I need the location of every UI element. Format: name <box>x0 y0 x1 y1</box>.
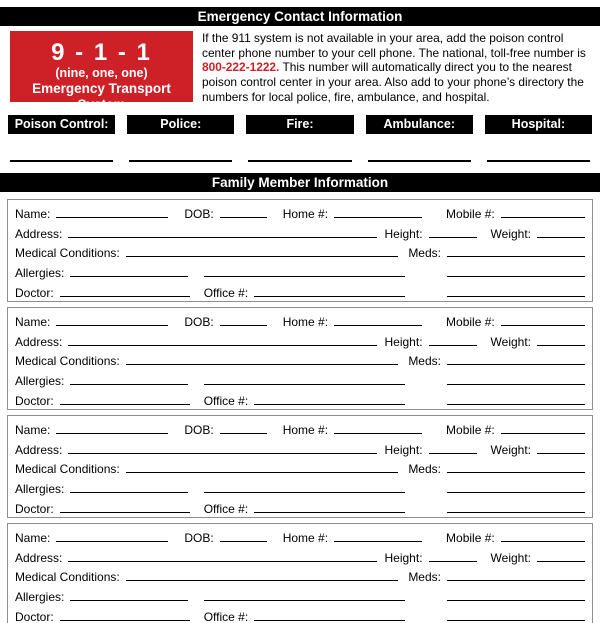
allergies-line-2[interactable] <box>204 384 405 385</box>
911-words: (nine, one, one) <box>55 66 148 80</box>
address-label: Address: <box>15 334 63 349</box>
family-members <box>7 199 593 623</box>
instructions-before: If the 911 system is not available in your area, add the poison control center phone number to your cell phone. The national, toll-free number is <box>202 31 586 60</box>
contact-labels-row <box>8 115 592 134</box>
doctor-label: Doctor: <box>15 609 54 623</box>
member-row-5 <box>15 497 585 516</box>
member-row-1 <box>15 526 585 545</box>
meds-label: Meds: <box>408 246 441 261</box>
meds-line[interactable] <box>447 256 585 257</box>
name-label: Name: <box>15 315 51 330</box>
police-line[interactable] <box>129 160 232 162</box>
member-row-1 <box>15 202 585 221</box>
contact-label-police: Police: <box>127 115 234 134</box>
dob-label: DOB: <box>184 531 214 546</box>
contact-lines-row <box>8 134 592 162</box>
office-number-label: Office #: <box>203 285 249 300</box>
poison-control-line[interactable] <box>10 160 113 162</box>
office-number-line[interactable] <box>254 296 405 297</box>
medical-conditions-label: Medical Conditions: <box>15 462 120 477</box>
fire-line[interactable] <box>248 160 351 162</box>
contact-label-ambulance: Ambulance: <box>366 115 473 134</box>
911-system-label: Emergency Transport System <box>32 81 171 112</box>
name-label: Name: <box>15 207 51 222</box>
weight-line[interactable] <box>537 237 585 238</box>
allergies-line[interactable] <box>70 384 188 385</box>
name-line[interactable] <box>56 433 168 434</box>
medical-conditions-line[interactable] <box>126 256 399 257</box>
height-line[interactable] <box>429 345 477 346</box>
emergency-section-header: Emergency Contact Information <box>0 7 600 26</box>
height-label: Height: <box>384 334 423 349</box>
medical-conditions-label: Medical Conditions: <box>15 246 120 261</box>
name-line[interactable] <box>56 325 168 326</box>
home-number-line[interactable] <box>334 217 422 218</box>
office-number-label: Office #: <box>203 609 249 623</box>
dob-label: DOB: <box>184 207 214 222</box>
doctor-label: Doctor: <box>15 285 54 300</box>
meds-line-2[interactable] <box>447 492 585 493</box>
contact-label-fire: Fire: <box>246 115 353 134</box>
meds-label: Meds: <box>408 354 441 369</box>
member-row-5 <box>15 389 585 408</box>
member-row-2 <box>15 438 585 457</box>
home-number-line[interactable] <box>334 541 422 542</box>
office-number-label: Office #: <box>203 393 249 408</box>
family-section-header: Family Member Information <box>0 173 600 192</box>
address-label: Address: <box>15 226 63 241</box>
dob-label: DOB: <box>184 315 214 330</box>
dob-line[interactable] <box>220 217 267 218</box>
name-label: Name: <box>15 531 51 546</box>
dob-label: DOB: <box>184 423 214 438</box>
height-line[interactable] <box>429 453 477 454</box>
name-label: Name: <box>15 423 51 438</box>
member-row-4 <box>15 585 585 604</box>
mobile-number-label: Mobile #: <box>446 531 495 546</box>
medical-conditions-label: Medical Conditions: <box>15 570 120 585</box>
medical-conditions-line[interactable] <box>126 580 399 581</box>
weight-line[interactable] <box>537 345 585 346</box>
dob-line[interactable] <box>220 325 267 326</box>
meds-line-3[interactable] <box>447 512 585 513</box>
member-row-5 <box>15 281 585 300</box>
weight-label: Weight: <box>490 550 531 565</box>
office-number-line[interactable] <box>254 620 405 621</box>
doctor-label: Doctor: <box>15 501 54 516</box>
home-number-label: Home #: <box>282 423 329 438</box>
hospital-line[interactable] <box>487 160 590 162</box>
member-row-4 <box>15 369 585 388</box>
member-row-3 <box>15 241 585 260</box>
member-row-2 <box>15 222 585 241</box>
name-line[interactable] <box>56 217 168 218</box>
member-row-4 <box>15 261 585 280</box>
home-number-label: Home #: <box>282 207 329 222</box>
intro-row <box>10 31 590 112</box>
office-number-label: Office #: <box>203 501 249 516</box>
weight-label: Weight: <box>490 442 531 457</box>
allergies-label: Allergies: <box>15 590 65 605</box>
meds-label: Meds: <box>408 462 441 477</box>
mobile-number-line[interactable] <box>501 325 585 326</box>
allergies-label: Allergies: <box>15 482 65 497</box>
member-row-2 <box>15 330 585 349</box>
allergies-label: Allergies: <box>15 266 65 281</box>
address-line[interactable] <box>68 237 376 238</box>
dob-line[interactable] <box>220 541 267 542</box>
allergies-line[interactable] <box>70 492 188 493</box>
home-number-label: Home #: <box>282 315 329 330</box>
family-member-block <box>7 199 593 302</box>
home-number-line[interactable] <box>334 325 422 326</box>
member-row-5 <box>15 605 585 623</box>
family-member-block <box>7 307 593 410</box>
weight-line[interactable] <box>537 561 585 562</box>
doctor-label: Doctor: <box>15 393 54 408</box>
member-row-1 <box>15 418 585 437</box>
weight-label: Weight: <box>490 226 531 241</box>
weight-line[interactable] <box>537 453 585 454</box>
allergies-line[interactable] <box>70 600 188 601</box>
height-label: Height: <box>384 226 423 241</box>
medical-conditions-label: Medical Conditions: <box>15 354 120 369</box>
weight-label: Weight: <box>490 334 531 349</box>
911-callout <box>10 31 193 112</box>
instructions-text <box>202 31 590 105</box>
allergies-label: Allergies: <box>15 374 65 389</box>
mobile-number-label: Mobile #: <box>446 315 495 330</box>
address-line[interactable] <box>68 453 376 454</box>
family-member-block <box>7 415 593 518</box>
allergies-line-2[interactable] <box>204 492 405 493</box>
poison-control-phone-number: 800-222-1222. <box>202 60 280 75</box>
doctor-line[interactable] <box>60 512 190 513</box>
meds-line[interactable] <box>447 364 585 365</box>
address-label: Address: <box>15 442 63 457</box>
meds-label: Meds: <box>408 570 441 585</box>
911-number: 9 - 1 - 1 <box>51 39 152 66</box>
allergies-line[interactable] <box>70 276 188 277</box>
member-row-3 <box>15 349 585 368</box>
contact-label-poison-control: Poison Control: <box>8 115 115 134</box>
doctor-line[interactable] <box>60 620 190 621</box>
member-row-2 <box>15 546 585 565</box>
medical-conditions-line[interactable] <box>126 472 399 473</box>
meds-line[interactable] <box>447 580 585 581</box>
home-number-label: Home #: <box>282 531 329 546</box>
mobile-number-line[interactable] <box>501 541 585 542</box>
contact-label-hospital: Hospital: <box>485 115 592 134</box>
member-row-3 <box>15 457 585 476</box>
family-member-block <box>7 523 593 623</box>
address-line[interactable] <box>68 561 376 562</box>
member-row-4 <box>15 477 585 496</box>
office-number-line[interactable] <box>254 512 405 513</box>
mobile-number-label: Mobile #: <box>446 423 495 438</box>
allergies-line-2[interactable] <box>204 276 405 277</box>
meds-line-2[interactable] <box>447 384 585 385</box>
name-line[interactable] <box>56 541 168 542</box>
meds-line-3[interactable] <box>447 620 585 621</box>
office-number-line[interactable] <box>254 404 405 405</box>
ambulance-line[interactable] <box>368 160 471 162</box>
address-label: Address: <box>15 550 63 565</box>
mobile-number-label: Mobile #: <box>446 207 495 222</box>
medical-conditions-line[interactable] <box>126 364 399 365</box>
meds-line-2[interactable] <box>447 600 585 601</box>
mobile-number-line[interactable] <box>501 217 585 218</box>
height-label: Height: <box>384 442 423 457</box>
home-number-line[interactable] <box>334 433 422 434</box>
height-line[interactable] <box>429 561 477 562</box>
address-line[interactable] <box>68 345 376 346</box>
height-label: Height: <box>384 550 423 565</box>
mobile-number-line[interactable] <box>501 433 585 434</box>
member-row-1 <box>15 310 585 329</box>
doctor-line[interactable] <box>60 404 190 405</box>
height-line[interactable] <box>429 237 477 238</box>
member-row-3 <box>15 565 585 584</box>
meds-line[interactable] <box>447 472 585 473</box>
meds-line-2[interactable] <box>447 276 585 277</box>
doctor-line[interactable] <box>60 296 190 297</box>
meds-line-3[interactable] <box>447 296 585 297</box>
meds-line-3[interactable] <box>447 404 585 405</box>
instructions-after: This number will automatically direct you to the nearest poison control center in your area. Also add to your phone’s directory the numbers for local police, fire, ambulance, and hospital. <box>202 60 584 104</box>
dob-line[interactable] <box>220 433 267 434</box>
allergies-line-2[interactable] <box>204 600 405 601</box>
